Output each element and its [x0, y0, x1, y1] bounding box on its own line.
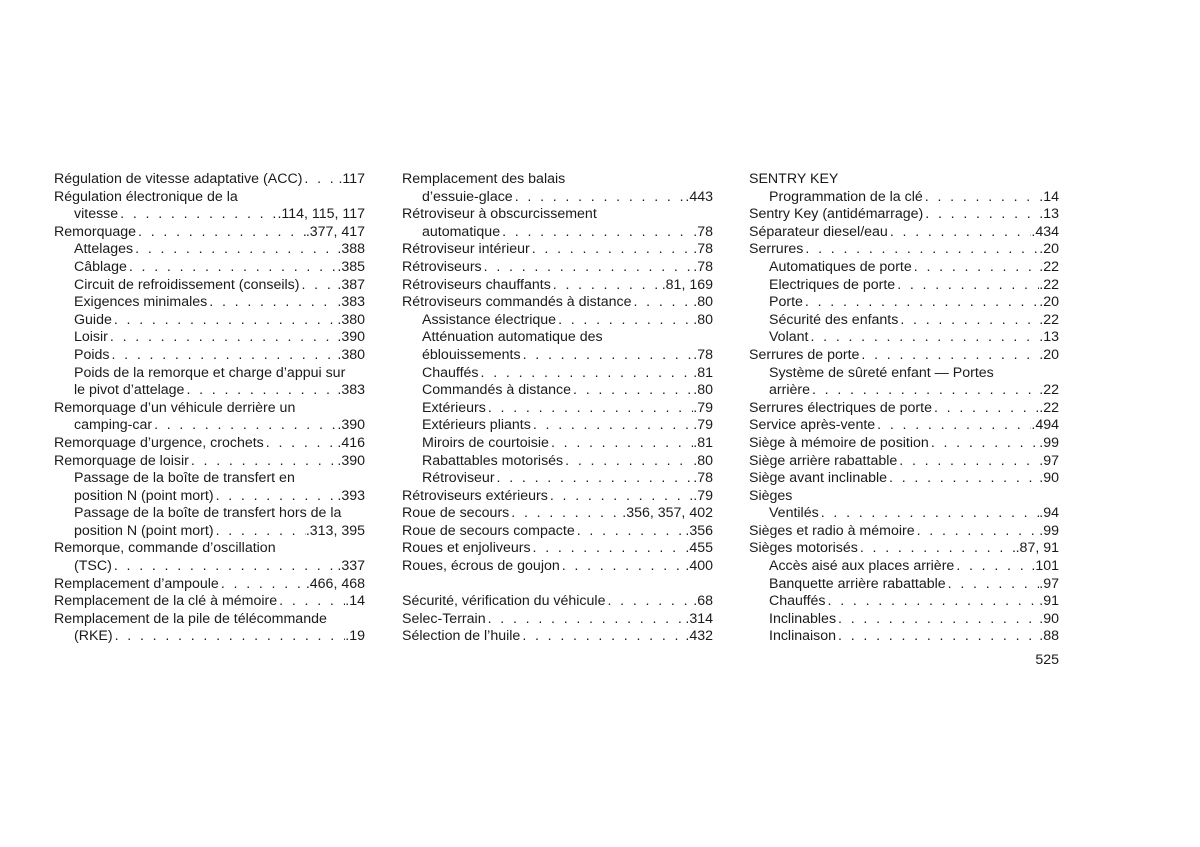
index-entry [402, 312, 713, 330]
entry-pages: .390 [337, 329, 365, 346]
entry-term: Extérieurs pliants [422, 417, 531, 434]
dot-leader [133, 241, 337, 259]
entry-term: Sécurité, vérification du véhicule [402, 593, 606, 610]
index-entry [54, 593, 365, 611]
entry-term: Automatiques de porte [769, 258, 912, 275]
dot-leader [923, 189, 1039, 207]
entry-term: Sentry Key (antidémarrage) [749, 206, 924, 223]
dot-leader [836, 628, 1039, 646]
entry-pages: .377, 417 [305, 223, 365, 240]
index-entry [749, 382, 1059, 400]
dot-leader [113, 628, 346, 646]
index-entry [749, 505, 1059, 523]
entry-term: Remorquage de loisir [54, 452, 189, 469]
entry-term: position N (point mort) [74, 487, 214, 504]
entry-pages: .20 [1039, 346, 1059, 363]
entry-pages: .383 [337, 294, 365, 311]
entry-term: Exigences minimales [74, 294, 208, 311]
entry-pages: .22 [1039, 258, 1059, 275]
index-entry [54, 224, 365, 242]
entry-term: Miroirs de courtoisie [422, 434, 549, 451]
dot-leader [548, 488, 693, 506]
index-entry [402, 540, 713, 558]
entry-pages: .400 [685, 558, 713, 575]
entry-term: Programmation de la clé [769, 188, 923, 205]
dot-leader [875, 417, 1031, 435]
entry-pages: .455 [685, 540, 713, 557]
dot-leader [219, 576, 306, 594]
entry-term: Roue de secours [402, 505, 510, 522]
entry-pages: .22 [1039, 311, 1059, 328]
index-entry [749, 365, 1059, 383]
dot-leader [923, 206, 1039, 224]
entry-pages: .78 [693, 241, 713, 258]
index-entry [54, 206, 365, 224]
dot-leader [520, 628, 685, 646]
entry-term: Sécurité des enfants [769, 311, 899, 328]
index-entry [402, 365, 713, 383]
index-entry [749, 523, 1059, 541]
entry-pages: .443 [685, 188, 713, 205]
entry-term: Chauffés [422, 364, 479, 381]
entry-term: Siège avant inclinable [749, 470, 888, 487]
entry-pages: .337 [337, 558, 365, 575]
index-entry [54, 628, 365, 646]
index-entry [402, 189, 713, 207]
entry-pages: .68 [693, 593, 713, 610]
dot-leader [808, 329, 1039, 347]
dot-leader [859, 347, 1039, 365]
entry-pages: .101 [1031, 558, 1059, 575]
entry-term: Attelages [74, 241, 134, 258]
index-entry [54, 365, 365, 383]
dot-leader [895, 277, 1039, 295]
index-entry [54, 189, 365, 207]
index-entry [54, 453, 365, 471]
index-entry [402, 453, 713, 471]
entry-term: Atténuation automatique des [422, 329, 603, 346]
entry-pages: .393 [337, 487, 365, 504]
index-spacer [402, 576, 713, 594]
index-entry [402, 241, 713, 259]
index-entry [54, 540, 365, 558]
entry-pages: .91 [1039, 593, 1059, 610]
entry-pages: .78 [693, 258, 713, 275]
dot-leader [302, 171, 338, 189]
entry-term: Chauffés [769, 593, 826, 610]
dot-leader [563, 453, 693, 471]
dot-leader [810, 382, 1039, 400]
entry-pages: .97 [1039, 452, 1059, 469]
dot-leader [486, 400, 693, 418]
index-entry [749, 453, 1059, 471]
dot-leader [530, 241, 694, 259]
entry-term: Serrures de porte [749, 346, 860, 363]
entry-term: (RKE) [74, 628, 113, 645]
index-entry [402, 417, 713, 435]
entry-pages: .416 [337, 434, 365, 451]
entry-term: camping-car [74, 417, 153, 434]
index-entry [402, 277, 713, 295]
entry-term: Assistance électrique [422, 311, 557, 328]
entry-pages: .494 [1031, 417, 1059, 434]
entry-term: Inclinaison [769, 628, 837, 645]
entry-term: Extérieurs [422, 399, 486, 416]
index-entry [749, 540, 1059, 558]
index-entry [749, 259, 1059, 277]
entry-term: le pivot d’attelage [74, 382, 185, 399]
index-entry [749, 470, 1059, 488]
entry-pages: .466, 468 [305, 575, 365, 592]
dot-leader [264, 435, 338, 453]
page-number: 525 [1035, 652, 1059, 668]
dot-leader [531, 540, 686, 558]
entry-term: Roues, écrous de goujon [402, 558, 560, 575]
dot-leader [551, 277, 662, 295]
index-entry [749, 241, 1059, 259]
entry-term: Régulation de vitesse adaptative (ACC) [54, 171, 303, 187]
index-entry [749, 294, 1059, 312]
index-entry [402, 435, 713, 453]
dot-leader [605, 593, 693, 611]
index-entry [749, 488, 1059, 506]
dot-leader [486, 611, 686, 629]
entry-pages: .14 [1039, 188, 1059, 205]
index-column-2 [402, 171, 713, 646]
entry-pages: .114, 115, 117 [277, 206, 365, 223]
dot-leader [108, 329, 337, 347]
entry-term: Porte [769, 294, 803, 311]
index-entry [54, 171, 365, 189]
index-entry [749, 558, 1059, 576]
entry-pages: .79 [693, 417, 713, 434]
index-entry [402, 470, 713, 488]
index-entry [402, 259, 713, 277]
dot-leader [300, 277, 338, 295]
entry-term: Electriques de porte [769, 276, 896, 293]
index-column-1 [54, 171, 365, 646]
entry-pages: .81, 169 [661, 276, 713, 293]
index-entry [54, 505, 365, 523]
entry-pages: .14 [345, 593, 365, 610]
entry-term: Service après-vente [749, 417, 876, 434]
entry-term: Guide [74, 311, 112, 328]
entry-term: vitesse [74, 206, 119, 223]
index-entry [402, 611, 713, 629]
dot-leader [277, 593, 345, 611]
dot-leader [912, 259, 1040, 277]
entry-term: Rabattables motorisés [422, 452, 564, 469]
entry-term: d’essuie-glace [422, 188, 513, 205]
entry-term: Remorquage d’un véhicule derrière un [54, 399, 296, 416]
index-entry [54, 312, 365, 330]
entry-pages: .380 [337, 346, 365, 363]
entry-pages: .19 [345, 628, 365, 645]
index-entry [54, 417, 365, 435]
entry-pages: .13 [1039, 206, 1059, 223]
entry-term: SENTRY KEY [749, 171, 839, 187]
index-entry [402, 171, 713, 189]
entry-pages: .380 [337, 311, 365, 328]
entry-pages: .383 [337, 382, 365, 399]
entry-term: Remplacement de la pile de télécommande [54, 610, 327, 627]
entry-pages: .88 [1039, 628, 1059, 645]
entry-term: Remorquage [54, 223, 137, 240]
entry-term: Serrures [749, 241, 804, 258]
dot-leader [932, 400, 1039, 418]
entry-pages: .22 [1039, 276, 1059, 293]
entry-pages: .94 [1039, 505, 1059, 522]
entry-pages: .99 [1039, 522, 1059, 539]
entry-pages: .385 [337, 258, 365, 275]
index-entry [54, 259, 365, 277]
entry-term: Siège arrière rabattable [749, 452, 898, 469]
entry-term: Poids [74, 346, 110, 363]
dot-leader [118, 206, 277, 224]
entry-pages: .79 [693, 399, 713, 416]
entry-pages: .390 [337, 452, 365, 469]
entry-pages: .90 [1039, 610, 1059, 627]
entry-pages: .81 [693, 434, 713, 451]
entry-term: Passage de la boîte de transfert en [74, 470, 295, 487]
index-entry [749, 628, 1059, 646]
entry-pages: .20 [1039, 241, 1059, 258]
index-entry [54, 294, 365, 312]
entry-pages: .356 [685, 522, 713, 539]
dot-leader [110, 347, 338, 365]
entry-pages: .22 [1039, 399, 1059, 416]
entry-term: Remorque, commande d’oscillation [54, 540, 276, 557]
dot-leader [184, 382, 337, 400]
entry-term: Siège à mémoire de position [749, 434, 929, 451]
entry-pages: .87, 91 [1015, 540, 1059, 557]
entry-term: Régulation électronique de la [54, 188, 238, 205]
entry-term: Rétroviseurs [402, 258, 482, 275]
entry-term: Rétroviseurs chauffants [402, 276, 551, 293]
entry-pages: .356, 357, 402 [622, 505, 713, 522]
entry-pages: .81 [693, 364, 713, 381]
dot-leader [521, 347, 694, 365]
entry-pages: .80 [693, 311, 713, 328]
entry-term: Inclinables [769, 610, 837, 627]
dot-leader [127, 259, 338, 277]
entry-pages: .434 [1031, 223, 1059, 240]
dot-leader [482, 259, 694, 277]
index-entry [749, 224, 1059, 242]
entry-term: Loisir [74, 329, 108, 346]
entry-pages: .117 [338, 171, 365, 187]
dot-leader [929, 435, 1039, 453]
entry-term: Rétroviseur intérieur [402, 241, 530, 258]
index-entry [402, 382, 713, 400]
index-entry [54, 329, 365, 347]
index-column-3 [749, 171, 1059, 646]
dot-leader [509, 505, 622, 523]
dot-leader [479, 365, 694, 383]
entry-pages: .90 [1039, 470, 1059, 487]
entry-pages: .99 [1039, 434, 1059, 451]
entry-term: Rétroviseurs commandés à distance [402, 294, 632, 311]
entry-term: Sièges motorisés [749, 540, 858, 557]
entry-pages: .314 [685, 610, 713, 627]
index-entry [402, 593, 713, 611]
dot-leader [500, 224, 693, 242]
dot-leader [207, 294, 337, 312]
entry-term: Sièges [749, 487, 793, 504]
entry-pages: .80 [693, 294, 713, 311]
index-entry [402, 347, 713, 365]
dot-leader [898, 312, 1039, 330]
index-entry [749, 611, 1059, 629]
entry-term: (TSC) [74, 558, 112, 575]
index-entry [402, 329, 713, 347]
dot-leader [915, 523, 1040, 541]
dot-leader [214, 488, 338, 506]
dot-leader [189, 453, 338, 471]
dot-leader [888, 224, 1032, 242]
dot-leader [575, 523, 686, 541]
index-entry [54, 241, 365, 259]
entry-pages: .390 [337, 417, 365, 434]
entry-pages: .78 [693, 470, 713, 487]
dot-leader [112, 558, 338, 576]
index-entry [54, 488, 365, 506]
dot-leader [152, 417, 337, 435]
index-entry [749, 189, 1059, 207]
index-entry [402, 488, 713, 506]
entry-pages: .432 [685, 628, 713, 645]
entry-pages: .80 [693, 452, 713, 469]
entry-term: Sélection de l’huile [402, 628, 521, 645]
entry-pages: .78 [693, 223, 713, 240]
dot-leader [556, 312, 693, 330]
index-entry [54, 611, 365, 629]
entry-term: Remplacement de la clé à mémoire [54, 593, 278, 610]
index-entry [402, 523, 713, 541]
entry-term: Ventilés [769, 505, 819, 522]
dot-leader [946, 576, 1040, 594]
index-entry [749, 435, 1059, 453]
dot-leader [560, 558, 686, 576]
entry-pages: .80 [693, 382, 713, 399]
index-entry [54, 470, 365, 488]
index-entry [749, 576, 1059, 594]
entry-term: Remplacement des balais [402, 171, 566, 187]
entry-term: Roues et enjoliveurs [402, 540, 531, 557]
index-entry [402, 206, 713, 224]
entry-term: Séparateur diesel/eau [749, 223, 888, 240]
index-entry [749, 400, 1059, 418]
entry-term: Sièges et radio à mémoire [749, 522, 915, 539]
entry-term: Circuit de refroidissement (conseils) [74, 276, 300, 293]
entry-term: Serrures électriques de porte [749, 399, 932, 416]
dot-leader [631, 294, 693, 312]
index-entry [402, 628, 713, 646]
index-entry [749, 593, 1059, 611]
dot-leader [531, 417, 693, 435]
entry-pages: .387 [337, 276, 365, 293]
index-entry [749, 417, 1059, 435]
entry-term: Remorquage d’urgence, crochets [54, 434, 264, 451]
index-entry [402, 505, 713, 523]
entry-pages: .22 [1039, 382, 1059, 399]
entry-term: Câblage [74, 258, 127, 275]
entry-pages: .313, 395 [305, 522, 365, 539]
index-entry [54, 523, 365, 541]
dot-leader [112, 312, 338, 330]
index-entry [749, 171, 1059, 189]
index-entry [402, 400, 713, 418]
index-entry [54, 382, 365, 400]
dot-leader [858, 540, 1016, 558]
index-entry [54, 400, 365, 418]
index-entry [54, 435, 365, 453]
entry-term: Passage de la boîte de transfert hors de la [74, 505, 342, 522]
entry-pages: .388 [337, 241, 365, 258]
entry-pages: .97 [1039, 575, 1059, 592]
entry-term: Banquette arrière rabattable [769, 575, 946, 592]
index-entry [749, 206, 1059, 224]
index-entry [749, 277, 1059, 295]
entry-pages: .13 [1039, 329, 1059, 346]
entry-term: position N (point mort) [74, 522, 214, 539]
index-entry [54, 576, 365, 594]
index-entry [749, 347, 1059, 365]
entry-term: arrière [769, 382, 810, 399]
index-entry [54, 558, 365, 576]
dot-leader [136, 224, 306, 242]
dot-leader [803, 294, 1039, 312]
dot-leader [826, 593, 1040, 611]
dot-leader [887, 470, 1039, 488]
entry-term: Système de sûreté enfant — Portes [769, 364, 994, 381]
entry-term: Remplacement d’ampoule [54, 575, 219, 592]
index-entry [54, 277, 365, 295]
dot-leader [836, 611, 1039, 629]
entry-term: automatique [422, 223, 501, 240]
dot-leader [803, 241, 1039, 259]
entry-pages: .20 [1039, 294, 1059, 311]
index-entry [402, 558, 713, 576]
dot-leader [495, 470, 694, 488]
dot-leader [549, 435, 693, 453]
entry-term: Selec-Terrain [402, 610, 486, 627]
entry-term: Commandés à distance [422, 382, 572, 399]
entry-term: éblouissements [422, 346, 521, 363]
dot-leader [954, 558, 1031, 576]
index-entry [402, 294, 713, 312]
dot-leader [897, 453, 1039, 471]
entry-term: Rétroviseurs extérieurs [402, 487, 548, 504]
index-entry [749, 329, 1059, 347]
index-entry [402, 224, 713, 242]
dot-leader [819, 505, 1040, 523]
entry-term: Volant [769, 329, 809, 346]
dot-leader [571, 382, 693, 400]
index-entry [749, 312, 1059, 330]
dot-leader [214, 523, 306, 541]
dot-leader [513, 189, 686, 207]
entry-term: Roue de secours compacte [402, 522, 575, 539]
entry-term: Poids de la remorque et charge d’appui sur [74, 364, 346, 381]
entry-pages: .78 [693, 346, 713, 363]
entry-term: Accès aisé aux places arrière [769, 558, 955, 575]
index-entry [54, 347, 365, 365]
entry-pages: .79 [693, 487, 713, 504]
entry-term: Rétroviseur à obscurcissement [402, 206, 597, 223]
entry-term: Rétroviseur [422, 470, 495, 487]
